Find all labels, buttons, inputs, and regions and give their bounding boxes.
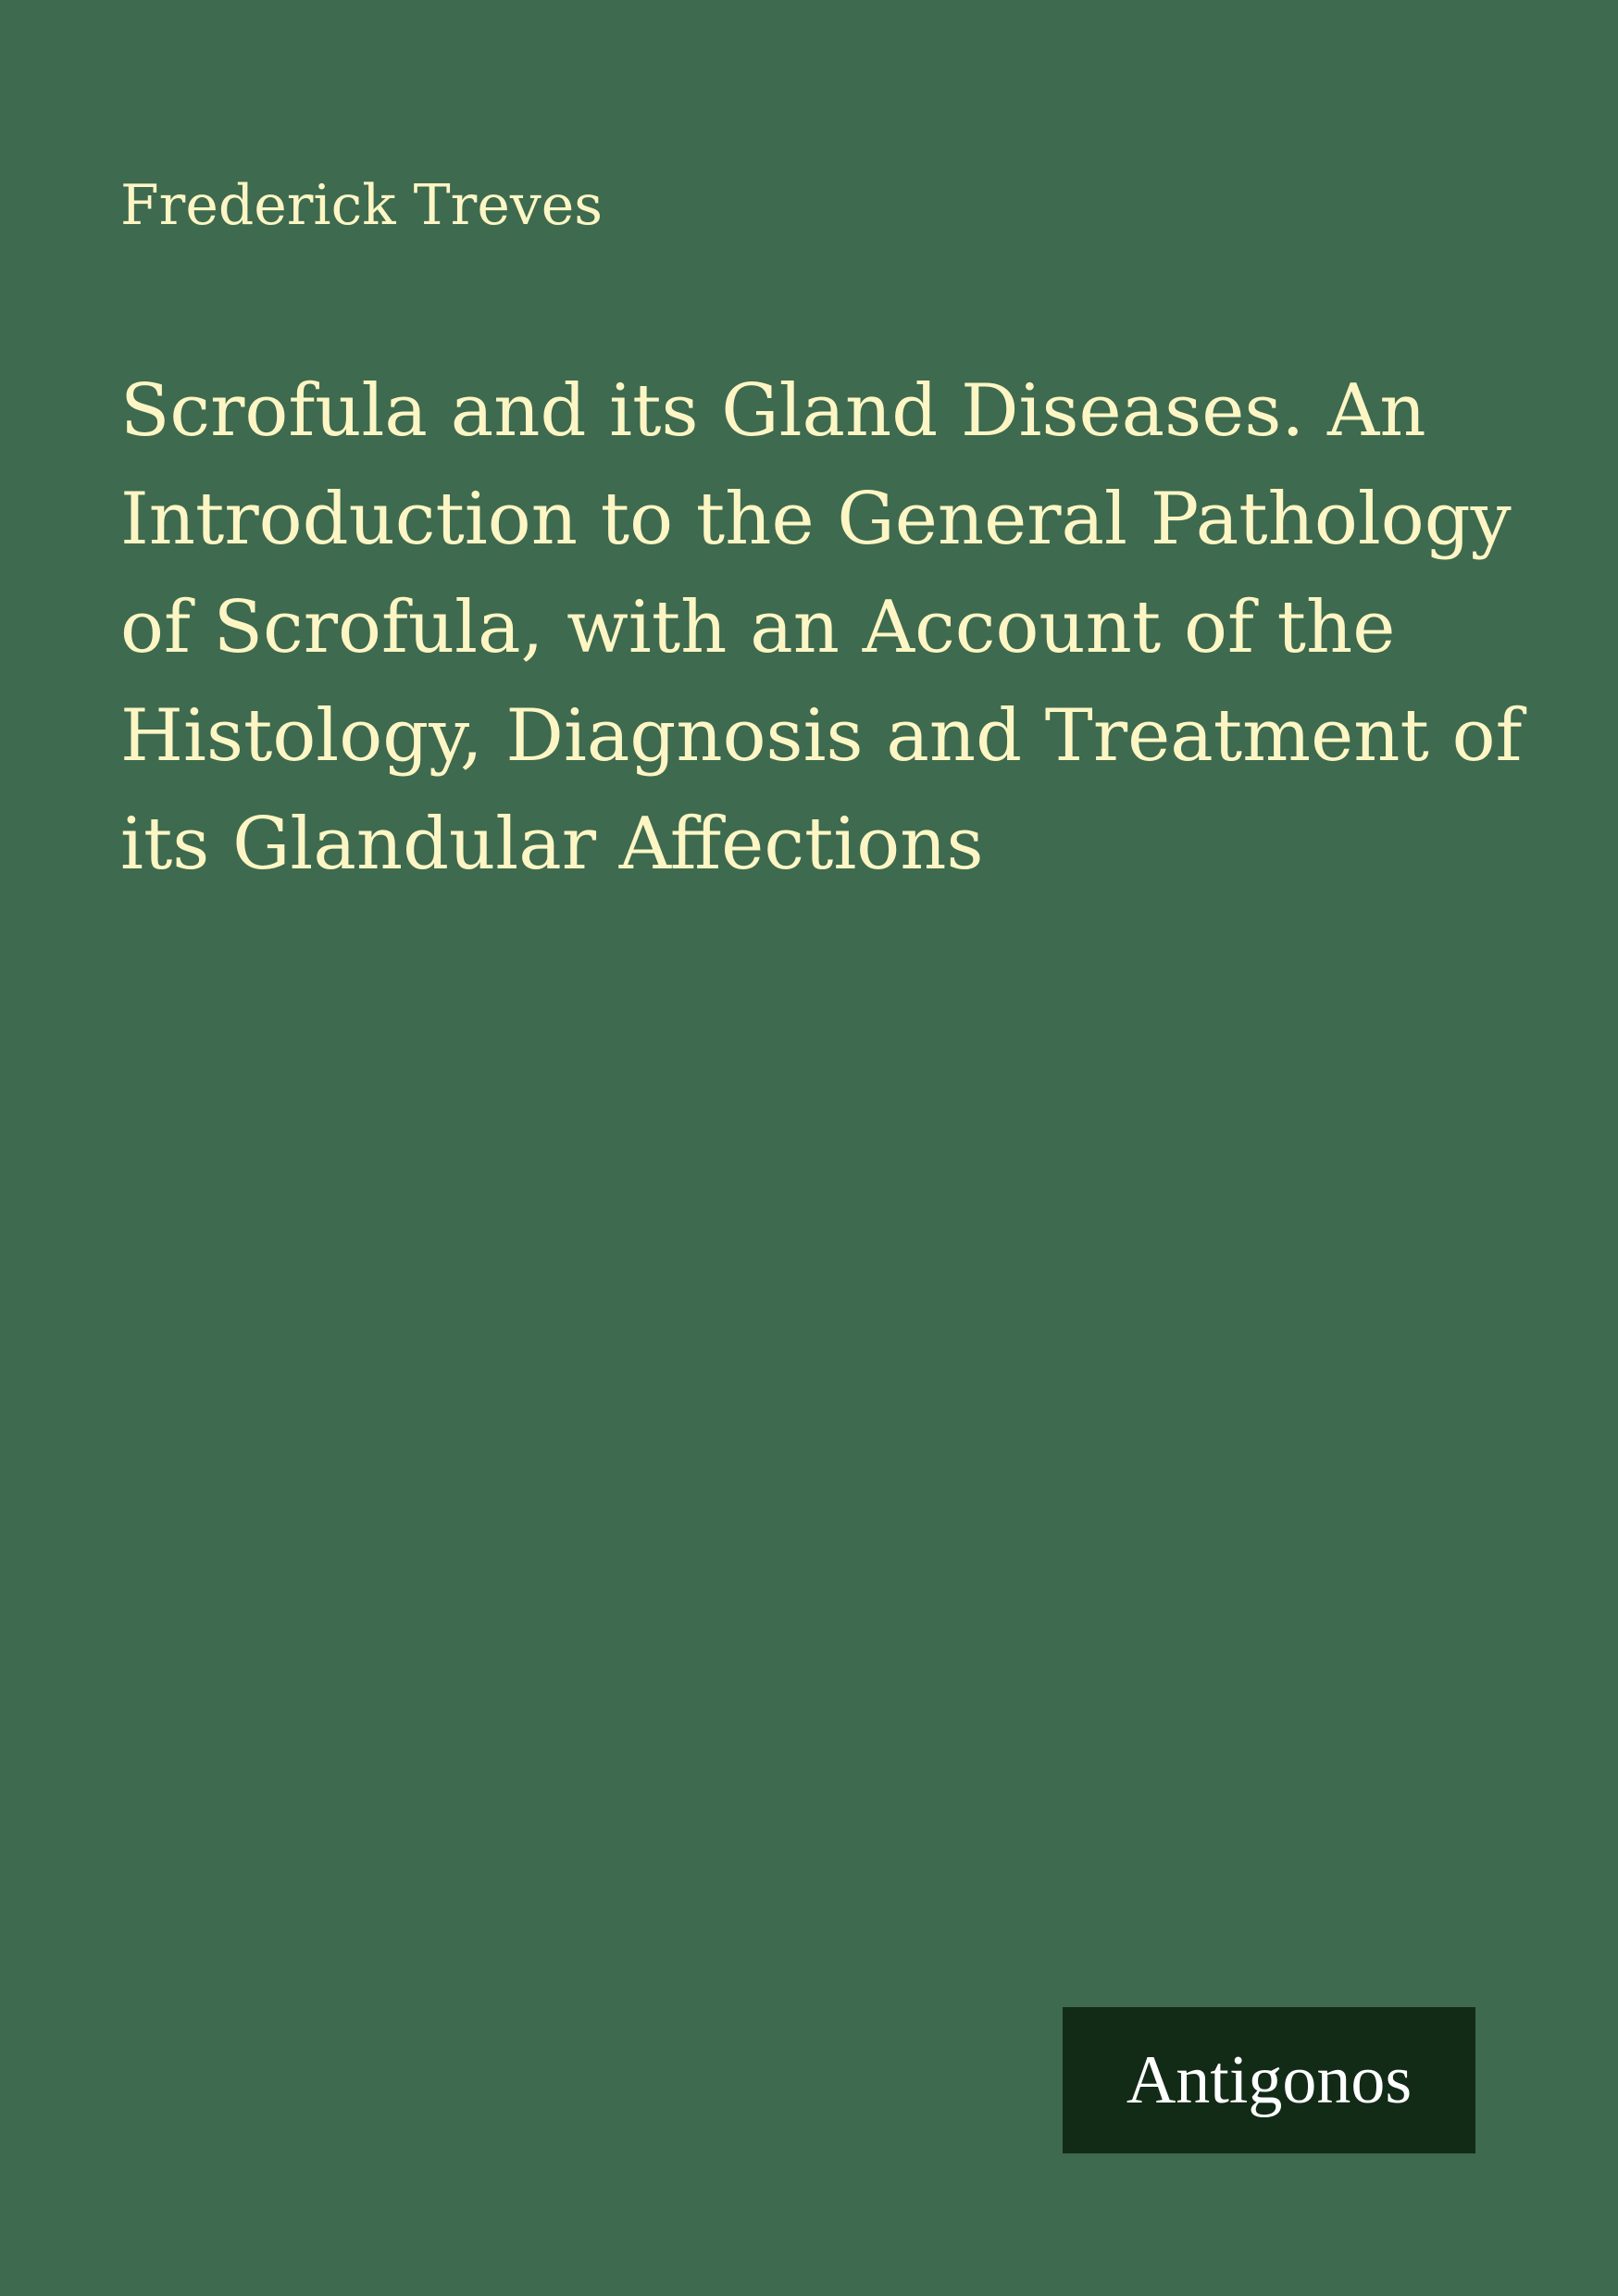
book-title: Scrofula and its Gland Diseases. An Introduction to the General Pathology of Scrofula, with an Account of the Histology, Diagnosis and Treatment of its Glandular Affections (120, 369, 1523, 886)
author-name: Frederick Treves (120, 173, 604, 238)
publisher-badge (1063, 2007, 1475, 2153)
publisher-name: Antigonos (1126, 2041, 1413, 2118)
